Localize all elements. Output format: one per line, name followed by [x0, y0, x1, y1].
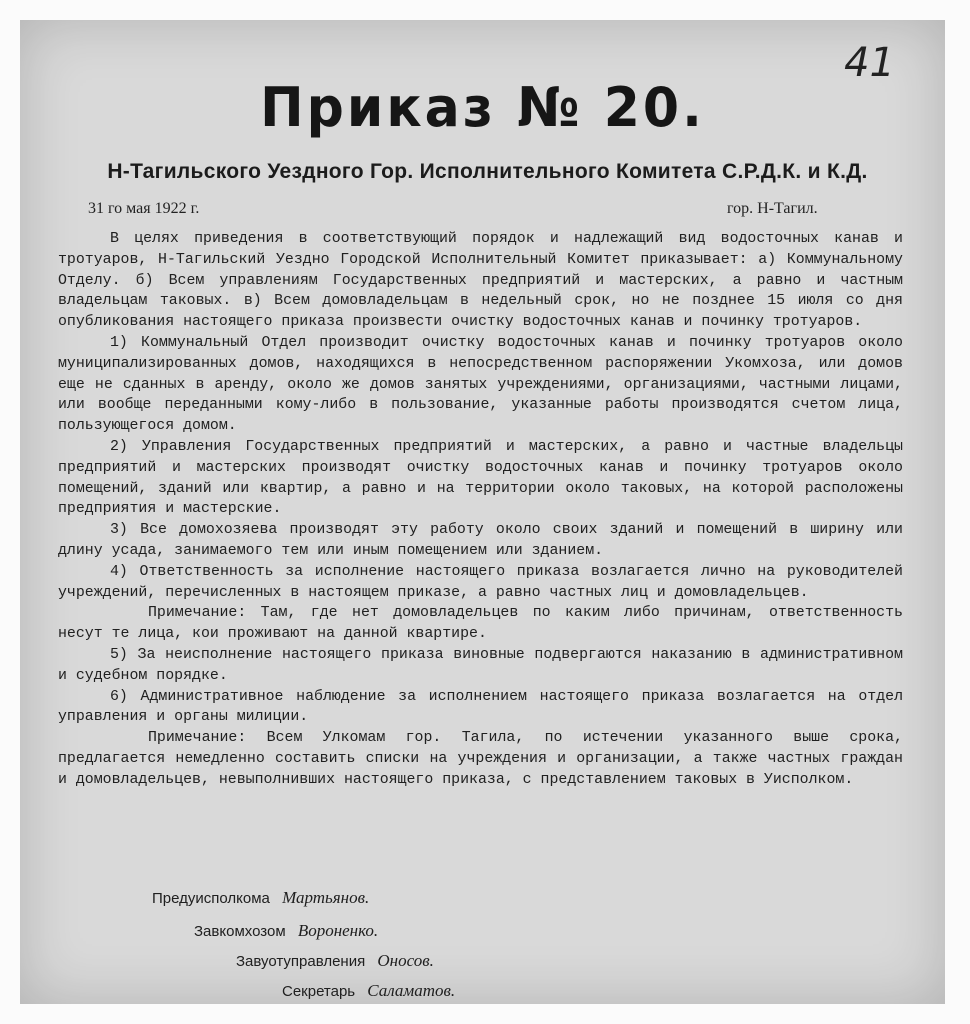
signature-name: Саламатов.: [367, 981, 456, 1000]
paragraph-item-6: 6) Административное наблюдение за исполнением настоящего приказа возлагается на отдел управления и органы милиции.: [58, 688, 903, 726]
paragraph-item-2: 2) Управления Государственных предприятий и мастерских, а равно и частные владельцы предприятий и мастерских производят очистку водосточных канав и починку тротуаров около помещений, зданий или квартир, а равно и на территории около таковых, на которой расположены предприятия и мастерские.: [58, 438, 903, 518]
signature-communal-head: [194, 921, 378, 941]
document-place: гор. Н-Тагил.: [727, 200, 818, 217]
paragraph-item-3: 3) Все домохозяева производят эту работу около своих зданий и помещений в ширину или длину усада, занимаемого тем или иным помещением или зданием.: [58, 522, 903, 559]
signature-title: Секретарь: [282, 983, 356, 1000]
signature-chairman: [152, 888, 369, 908]
signature-name: Мартьянов.: [282, 888, 370, 907]
note-1: Примечание: Там, где нет домовладельцев по каким либо причинам, ответственность несут те лица, кои проживают на данной квартире.: [58, 605, 903, 643]
note-2: Примечание: Всем Улкомам гор. Тагила, по истечении указанного выше срока, предлагается немедленно составить списки на учреждения и организации, а также частных граждан и домовладельцев, невыполнивших настоящего приказа, с представлением таковых в Уисполком.: [58, 730, 903, 788]
paragraph-item-5: 5) За неисполнение настоящего приказа виновные подвергаются наказанию в административном и судебном порядке.: [58, 646, 903, 684]
document-date: 31 го мая 1922 г.: [88, 200, 200, 217]
document-sheet: [20, 20, 945, 1004]
signature-name: Вороненко.: [297, 921, 379, 940]
archive-page-number: 41: [844, 40, 895, 86]
signature-title: Завуотуправления: [236, 953, 366, 970]
paragraph-item-4: 4) Ответственность за исполнение настоящего приказа возлагается лично на руководителей учреждений, перечисленных в настоящем приказе, а равно частных лиц и домовладельцев.: [58, 563, 903, 601]
paragraph-item-1: 1) Коммунальный Отдел производит очистку водосточных канав и починку тротуаров около муниципализированных домов, находящихся в непосредственном распоряжении Укомхоза, или домов еще не сданных в аренду, около же домов занятых учреждениями, организациями, частными лицами, или вообще переданными кому-либо в пользование, указанные работы производятся счетом лица, пользующегося домом.: [58, 334, 903, 435]
document-subtitle: Н-Тагильского Уездного Гор. Исполнительного Комитета С.Р.Д.К. и К.Д.: [107, 160, 868, 183]
signature-title: Предуисполкома: [152, 890, 270, 907]
signature-administration-head: [236, 951, 434, 971]
paragraph-intro: В целях приведения в соответствующий порядок и надлежащий вид водосточных канав и тротуаров, Н-Тагильский Уездно Городской Исполнительный Комитет приказывает: а) Коммунальному Отделу. б) Всем управлениям Государственных предприятий и мастерских, а равно и частным владельцам таковых. в) Всем домовладельцам в недельный срок, но не позднее 15 июля со дня опубликования настоящего приказа произвести очистку водосточных канав и починку тротуаров.: [58, 231, 903, 331]
signature-name: Оносов.: [377, 951, 434, 970]
signature-secretary: [282, 981, 455, 1001]
signature-title: Завкомхозом: [194, 923, 286, 940]
document-body: [58, 229, 903, 791]
document-title: Приказ № 20.: [260, 76, 705, 140]
